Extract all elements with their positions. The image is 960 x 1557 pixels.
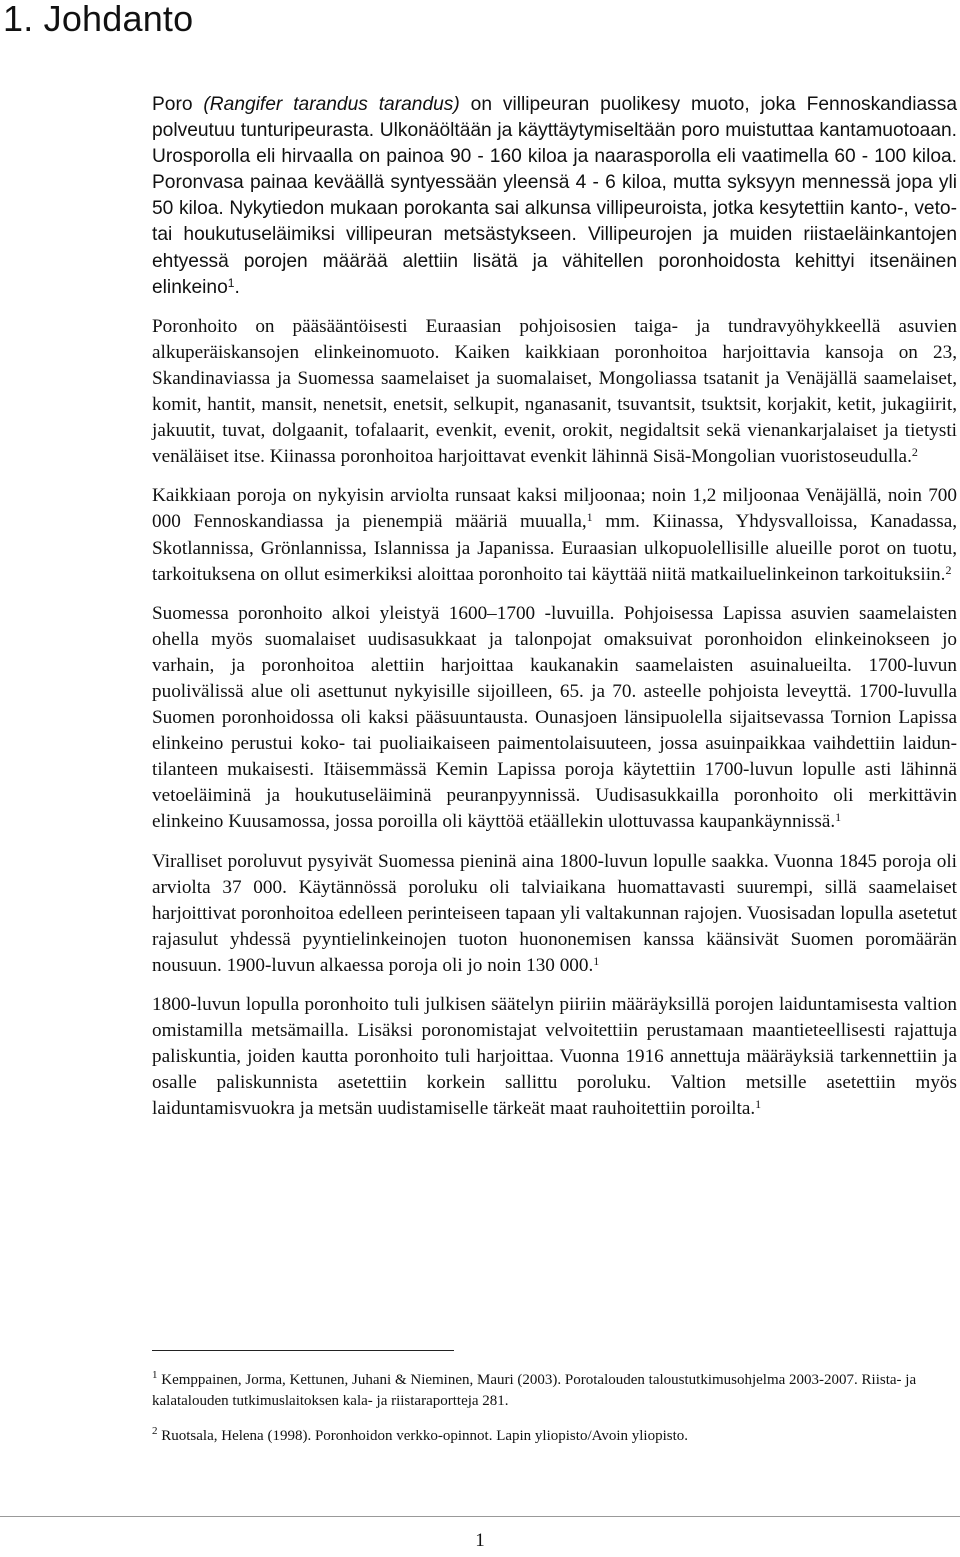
footnote-text: Kemppainen, Jorma, Kettunen, Juhani & Nieminen, Mauri (2003). Porotalouden taloustutkimusohjelma 2003-2007. Riista- ja kalatalouden tutkimuslaitoksen kala- ja riistaraportteja 281. <box>152 1372 917 1409</box>
footnote-2 <box>152 1426 957 1447</box>
paragraph-text: on villipeuran puolikesy muoto, joka Fennoskandiassa polveutuu tunturipeurasta. Ulkonäöltään ja käyttäytymiseltään poro muistuttaa kantamuotoaan. Urosporolla eli hirvaalla on painoa 90 - 160 kiloa ja naarasporolla eli vaatimella 60 - 100 kiloa. Poronvasa painaa keväällä syntyessään yleensä 4 - 6 kiloa, mutta syksyyn mennessä jopa yli 50 kiloa. Nykytiedon mukaan porokanta sai alkunsa villipeuroista, jotka kesytettiin kanto-, veto- tai houkutuseläimiksi villipeuran metsästykseen. Villipeurojen ja muiden riistaeläinkantojen ehtyessä porojen määrää alettiin lisätä ja vähitellen poronhoidosta kehittyi itsenäinen elinkeino <box>152 94 957 298</box>
paragraph-poro-intro <box>152 92 957 301</box>
footnote-ref: 2 <box>911 445 918 460</box>
footnote-ref: 1 <box>593 953 600 968</box>
footnotes <box>152 1370 957 1461</box>
paragraph-saately <box>152 992 957 1122</box>
footnote-ref: 1 <box>227 275 235 290</box>
paragraph-text: . <box>234 276 240 298</box>
footnote-text: Ruotsala, Helena (1998). Poronhoidon verkko-opinnot. Lapin yliopisto/Avoin yliopisto. <box>157 1428 689 1444</box>
footnote-1 <box>152 1370 957 1412</box>
footnote-number: 2 <box>152 1425 158 1437</box>
footnote-divider <box>152 1350 454 1351</box>
footnote-ref: 1 <box>835 810 842 825</box>
page-divider <box>0 1516 960 1517</box>
paragraph-text: 1800-luvun lopulla poronhoito tuli julkisen säätelyn piiriin määräyksillä porojen laiduntamisesta valtion omistamilla metsämailla. Lisäksi poronomistajat velvoitettiin perustamaan maantieteellisesti rajattuja paliskuntia, joiden kautta poronhoito tuli harjoittaa. Vuonna 1916 annettuja määräyksiä tarkennettiin ja osalle paliskunnista asetettiin korkein sallittu poroluku. Valtion metsille asetettiin myös laiduntamisvuokra ja metsän uudistamiselle tärkeät maat rauhoitettiin poroilta. <box>152 994 957 1120</box>
paragraph-text: Kaikkiaan poroja on nykyisin arviolta runsaat kaksi miljoonaa; noin 1,2 miljoonaa Venäjällä, noin 700 000 Fennoskandiassa ja pienempiä määriä muualla, <box>152 485 957 533</box>
paragraph-text: Suomessa poronhoito alkoi yleistyä 1600–1700 -luvuilla. Pohjoisessa Lapissa asuvien saamelaisten ohella myös suomalaiset uudisasukkaat ja talonpojat omaksuivat poronhoidon elinkeinokseen jo varhain, ja poronhoitoa alettiin harjoittaa kaukanakin saamelaisten asuinalueilta. 1700-luvun puolivälissä alue oli asettunut nykyisille sijoilleen, 65. ja 70. asteelle pohjoista leveyttä. 1700-luvulla Suomen poronhoidossa oli kaksi pääsuuntausta. Ounasjoen länsipuolella sijaitsevassa Tornion Lapissa elinkeino perustui koko- tai puoliaikaiseen paimentolaisuuteen, jossa asuinpaikkaa vaihdettiin laiduntilanteen mukaisesti. Itäisemmässä Kemin Lapissa poroja käytettiin 1700-luvun lopulle asti lähinnä vetoeläiminä ja houkutuseläiminä peuranpyynnissä. Uudisasukkailla poronhoito oli merkittävin elinkeino Kuusamossa, jossa poroilla oli käyttöä etäällekin ulottuvassa kaupankäynnissä. <box>152 602 957 833</box>
paragraph-poronhoito <box>152 314 957 471</box>
page-title: 1. Johdanto <box>3 0 194 39</box>
page-number: 1 <box>475 1530 485 1551</box>
paragraph-text: Poro <box>152 94 204 115</box>
footnote-ref: 1 <box>755 1097 762 1112</box>
footnote-ref: 2 <box>945 562 952 577</box>
latin-name: (Rangifer tarandus tarandus) <box>203 94 460 115</box>
paragraph-porojen-maara <box>152 483 957 587</box>
footnote-number: 1 <box>152 1369 158 1381</box>
paragraph-suomen-historia <box>152 601 957 836</box>
document-body <box>152 92 957 1135</box>
paragraph-poroluvut <box>152 849 957 979</box>
paragraph-text: Viralliset poroluvut pysyivät Suomessa pieninä aina 1800-luvun lopulle saakka. Vuonna 1845 poroja oli arviolta 37 000. Käytännössä poroluku oli talviaikana huomattavasti suurempi, sillä saamelaiset harjoittivat poronhoitoa edelleen perinteiseen tapaan yli valtakunnan rajojen. Vuosisadan lopulla asetetut rajasulut yhdessä pyyntielinkeinojen tuoton huononemisen kanssa käänsivät Suomen poromäärän nousuun. 1900-luvun alkaessa poroja oli jo noin 130 000. <box>152 850 957 976</box>
paragraph-text: mm. Kiinassa, Yhdysvalloissa, Kanadassa, Skotlannissa, Grönlannissa, Islannissa ja Japanissa. Euraasian ulkopuolellisille alueille porot on tuotu, tarkoituksena on ollut esimerkiksi aloittaa poronhoito tai käyttää niitä matkailuelinkeinon tarkoituksiin. <box>152 511 958 585</box>
footnote-ref: 1 <box>586 510 593 525</box>
paragraph-text: Poronhoito on pääsääntöisesti Euraasian pohjoisosien taiga- ja tundravyöhykkeellä asuvien alkuperäiskansojen elinkeinomuoto. Kaiken kaikkiaan poronhoitoa harjoittavia kansoja on 23, Skandinaviassa ja Suomessa saamelaiset ja suomalaiset, Mongoliassa tsatanit ja Venäjällä saamelaiset, komit, hantit, mansit, nenetsit, enetsit, selkupit, nganasanit, tsuvantsit, tsuktsit, korjakit, ketit, jukagiirit, jakuutit, tuvat, dolgaanit, tofalaarit, evenkit, evenit, orokit, negidaltsit sekä vienankarjalaiset ja tietysti venäläiset itse. Kiinassa poronhoitoa harjoittavat evenkit lähinnä Sisä-Mongolian vuoristoseudulla. <box>152 315 957 468</box>
